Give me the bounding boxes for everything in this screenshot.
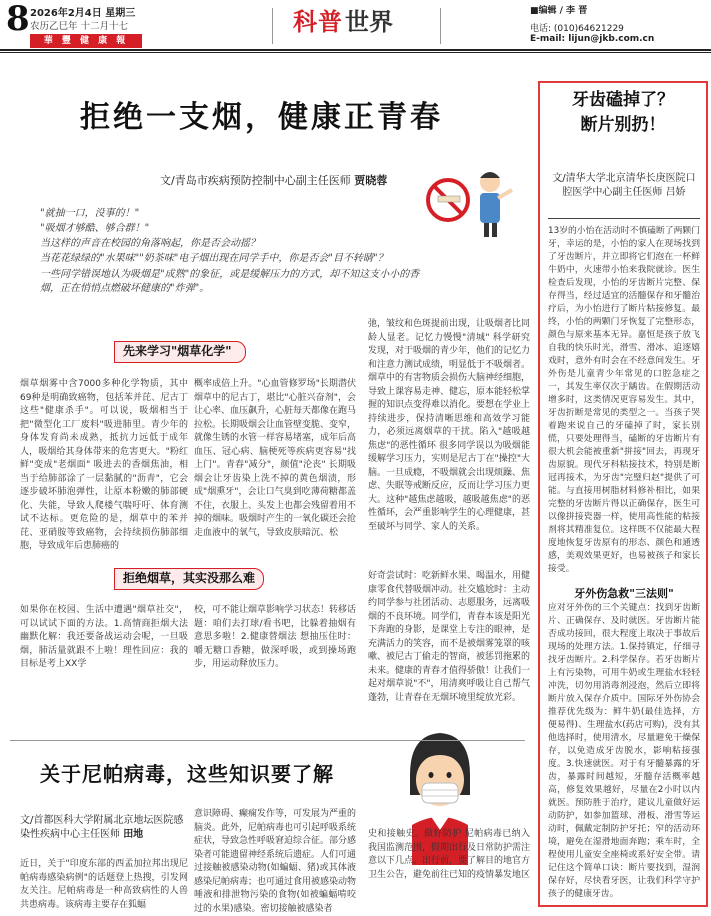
no-smoking-illustration: [420, 160, 520, 240]
opening-quotes: [40, 206, 420, 266]
header-rule: [0, 52, 711, 53]
article-lead: 一些同学错误地认为吸烟是"成熟"的象征，或是缓解压力的方式，却不知这支小小的香烟，正在悄悄点燃破坏健康的"炸弹"。: [40, 269, 420, 294]
header-rule: [0, 49, 711, 51]
section-heading: 拒绝烟草，其实没那么难: [114, 568, 264, 590]
article-column: 概率成倍上升。"心血管修罗场"长期潜伏 烟草中的尼古丁，堪比"心脏兴奋剂"，会让心率、血压飙升，心脏每天都像在跑马拉松。长期吸烟会让血管壁变脆、变窄，就像生锈的水管一样容易堵塞，成年后高血压、冠心病、脑梗死等疾病更容易"找上门"。青春"减分"，颜值"沦丧" 长期吸烟会让牙齿染上洗不掉的黄色烟渍，形成"烟熏牙"，会让口气臭到吃薄荷糖都盖不住，衣服上、头发上也都会残留着用不掉的烟味。吸烟时产生的一氧化碳还会抢走血液中的氧气，导致皮肤暗沉、松: [194, 379, 357, 538]
article-title: 关于尼帕病毒，这些知识要了解: [40, 762, 334, 786]
article-column: 如果你在校园、生活中遭遇"烟草社交"，可以试试下面的方法。1.高情商拒烟大法 幽默化解：我还要备战运动会呢，一旦吸烟，肺活量就跟不上啦！理性回应：我的目标是考上XX学: [20, 605, 188, 669]
lunar-date: 农历乙巳年 十二月十七: [30, 21, 129, 32]
author-name: 贾晓蓉: [354, 174, 388, 187]
article-column: 弛，皱纹和色斑提前出现，让吸烟者比同龄人显老。记忆力慢慢"清城" 科学研究发现，对于吸烟的青少年，他们的记忆力和注意力测试成绩，明显低于不吸烟者。烟草中的有害物质会损伤大脑神经细胞，导致上课容易走神、健忘，原本能轻松掌握的知识点变得难以消化。要想在学业上持续进步，保持清晰思维和高效学习能力，必须远离烟草的干扰。陷入"越吸越焦虑"的恶性循环 很多同学误以为吸烟能缓解学习压力，实则是尼古丁在"操控"大脑。一旦成瘾，不吸烟就会出现烦躁、焦虑、失眠等戒断反应，反而让学习压力更大。这种"越焦虑越吸，越吸越焦虑"的恶性循环，会严重影响学生的心理健康，甚至破坏与同学、家人的关系。: [368, 319, 531, 532]
sidebar-title-line: 牙齿磕掉了？: [572, 90, 674, 110]
page-number: 8: [6, 0, 30, 39]
author-name: 田地: [123, 829, 144, 840]
byline-prefix: 文/青岛市疾病预防控制中心副主任医师: [160, 174, 355, 187]
sidebar-body: 13岁的小怡在活动时不慎磕断了两颗门牙，幸运的是，小怡的家人在现场找到了牙齿断片，并立即将它们泡在一杯鲜牛奶中，火速带小怡来我院就诊。医生检查后发现，小怡的牙齿断片完整、保存得当，经过适宜的活髓保存和牙髓治疗后，为小怡进行了断片粘接修复。最终，小怡的两颗门牙恢复了完整形态，颜色与原来基本无异。嘉恒是孩子放飞自我的快乐时光，滑雪、滑冰、追逐嬉戏时，意外有时会在不经意间发生。牙外伤是儿童青少年常见的口腔急症之一，其发生率仅次于龋齿。在假期活动增多时，这类情况更容易发生。其中，牙齿折断是常见的类型之一。当孩子哭着跑来说自己的牙磕掉了时，家长别慌，只要处理得当，磕断的牙齿断片有很大机会能被重新"拼接"回去，再现牙齿原貌。现代牙科粘接技术，特别是断冠再接术，为牙齿"完璧归赵"提供了可能。与直接用树脂材料修补相比，如果完整的牙齿断片得以正确保存，医生可以像拼接瓷器一样，使用高性能的粘接剂将其精准复位。这样既不仅能最大程度地恢复牙齿原有的形态、颜色和通透感，美观效果更好，也易被孩子和家长接受。: [548, 226, 700, 574]
article-column: 校，可不能让烟草影响学习状态！转移话题：咱们去打球/看书吧，比躲着抽烟有意思多啦！2.健康替烟法 想抽压住时：嚼无糖口香糖，做深呼吸，或到操场跑步，用运动释放压力。: [194, 605, 357, 669]
quote-line: 当花花绿绿的"水果味""奶茶味"电子烟出现在同学手中，你是否会"目不转睛"？: [40, 253, 388, 264]
sidebar-rule: [548, 218, 700, 219]
article-title: 拒绝一支烟，健康正青春: [80, 100, 443, 135]
section-heading: 先来学习"烟草化学": [114, 341, 246, 363]
article-divider: [10, 740, 525, 741]
sidebar-subheading: 牙外伤急救"三法则": [574, 587, 674, 600]
contact-phone: 电话: (010)64621229: [530, 24, 624, 34]
article-column: 近日，关于"印度东部的西孟加拉邦出现尼帕病毒感染病例"的话题登上热搜，引发网友关注。尼帕病毒是一种高致病性的人兽共患病毒。该病毒主要存在狐蝠: [20, 859, 188, 910]
issue-date: 2026年2月4日 星期三: [30, 8, 136, 19]
article-column: 好奇尝试时：吃新鲜水果、喝温水，用健康零食代替吸烟冲动。社交尴尬时：主动约同学参与社团活动、志愿服务，远离吸烟的不良环境。同学们，青春本该是阳光下奔跑的身影，是课堂上专注的眼神，是充满活力的笑容，而不是被烟雾笼罩的咳嗽、被尼古丁偷走的智商，被惩罚拖累的未来。健康的青春才值得骄傲！让我们一起对烟草说"不"，用清爽呼吸让自己帮气蓬勃，让青春在无烟环境里绽放光彩。: [368, 571, 531, 703]
newspaper-banner: 華 豐 健 康 報: [30, 34, 142, 48]
article-column: 烟草烟雾中含7000多种化学物质，其中69种是明确致癌物，包括苯并芘、尼古丁这些"健康杀手"。可以说，吸烟相当于把"微型化工厂废料"吸进肺里。青少年的身体发育尚未成熟，抵抗力远低于成年人，吸烟给其身体带来的危害更大。"粉红鲜"变成"老烟面" 吸进去的香烟焦油，相当于给肺部涂了一层黏腻的"沥青"，它会逐步破坏肺泡弹性，让原本粉嫩的肺部硬化、失能，导致人爬楼气喘吁吁、体育测试不达标。更危险的是，烟草中的苯并芘、亚硝胺等致癌物，会持续损伤肺部细胞，导致成年后患肺癌的: [20, 379, 188, 551]
article-column: 史和接触史。做好防护 尼帕病毒已纳入我国监测范围，假期出行及日常防护需注意以下几点。出行前，要了解目的地官方卫生公告，避免前往已知的疫情暴发地区: [368, 829, 531, 880]
header-divider: [440, 8, 441, 44]
sidebar-byline: 文/清华大学北京清华长庚医院口腔医学中心副主任医师 吕娇: [552, 173, 696, 198]
article-byline: [20, 814, 190, 842]
quote-line: "就抽一口，没事的！": [40, 208, 140, 219]
contact-email: E-mail: lijun@jkb.com.cn: [530, 34, 655, 44]
sidebar-title: [540, 88, 706, 138]
quote-line: 当这样的声音在校园的角落响起，你是否会动摇？: [40, 238, 260, 249]
byline-prefix: 文/首都医科大学附属北京地坛医院感染性疾病中心主任医师: [20, 815, 184, 840]
sidebar-title-line: 断片别扔！: [580, 115, 666, 135]
article-column: 意识障碍、癫痫发作等，可发展为严重的脑炎。此外，尼帕病毒也可引起呼吸系统症状，导致急性呼吸窘迫综合征。部分感染者可能遗留神经系统后遗症。人们可通过接触被感染动物(如蝙蝠、猪)或其体液感染尼帕病毒；也可通过食用被感染动物唾液和排泄物污染的食物(如被蝙蝠啃咬过的水果)感染。密切接触被感染者: [194, 809, 357, 914]
sidebar-body: 应对牙外伤的三个关键点：找到牙齿断片、正确保存、及时就医。牙齿断片能否成功接回，很大程度上取决于事故后现场的处理方法。1.保持镇定，仔细寻找牙齿断片。2.科学保存。若牙齿断片上有污染物，可用牛奶或生理盐水轻轻冲洗，切勿用消毒剂浸泡，然后立即将断片放入保存介质中。国际牙外伤协会推荐优先级为：鲜牛奶(最佳选择，方便易得)、生理盐水(药店可购)，没有其他选择时，使用清水，尽量避免干燥保存，以免造成牙齿脱水，影响粘接强度。3.快速就医。对于有牙髓暴露的牙齿，暴露时间越短，牙髓存活概率越高，修复效果越好，尽量在2小时以内就医。预防胜于治疗，建议儿童做好运动防护，如参加篮球、滑板、滑雪等运动时，佩戴定制防护牙托；窄的活动环境，避免在湿滑地面奔跑；乘车时，全程使用儿童安全座椅或系好安全带。请记住这个简单口诀：断片要找到，湿润保存好，尽快看牙医，让我们科学守护孩子的健康牙齿。: [548, 603, 700, 899]
quote-line: "吸烟才够酷、够合群！": [40, 223, 150, 234]
section-logo-red: 科普: [293, 7, 343, 36]
article-byline: [160, 172, 387, 188]
section-logo-black: 世界: [345, 7, 393, 36]
editor-credit: ■编辑 / 李 晋: [530, 6, 588, 16]
header-divider: [272, 8, 273, 44]
